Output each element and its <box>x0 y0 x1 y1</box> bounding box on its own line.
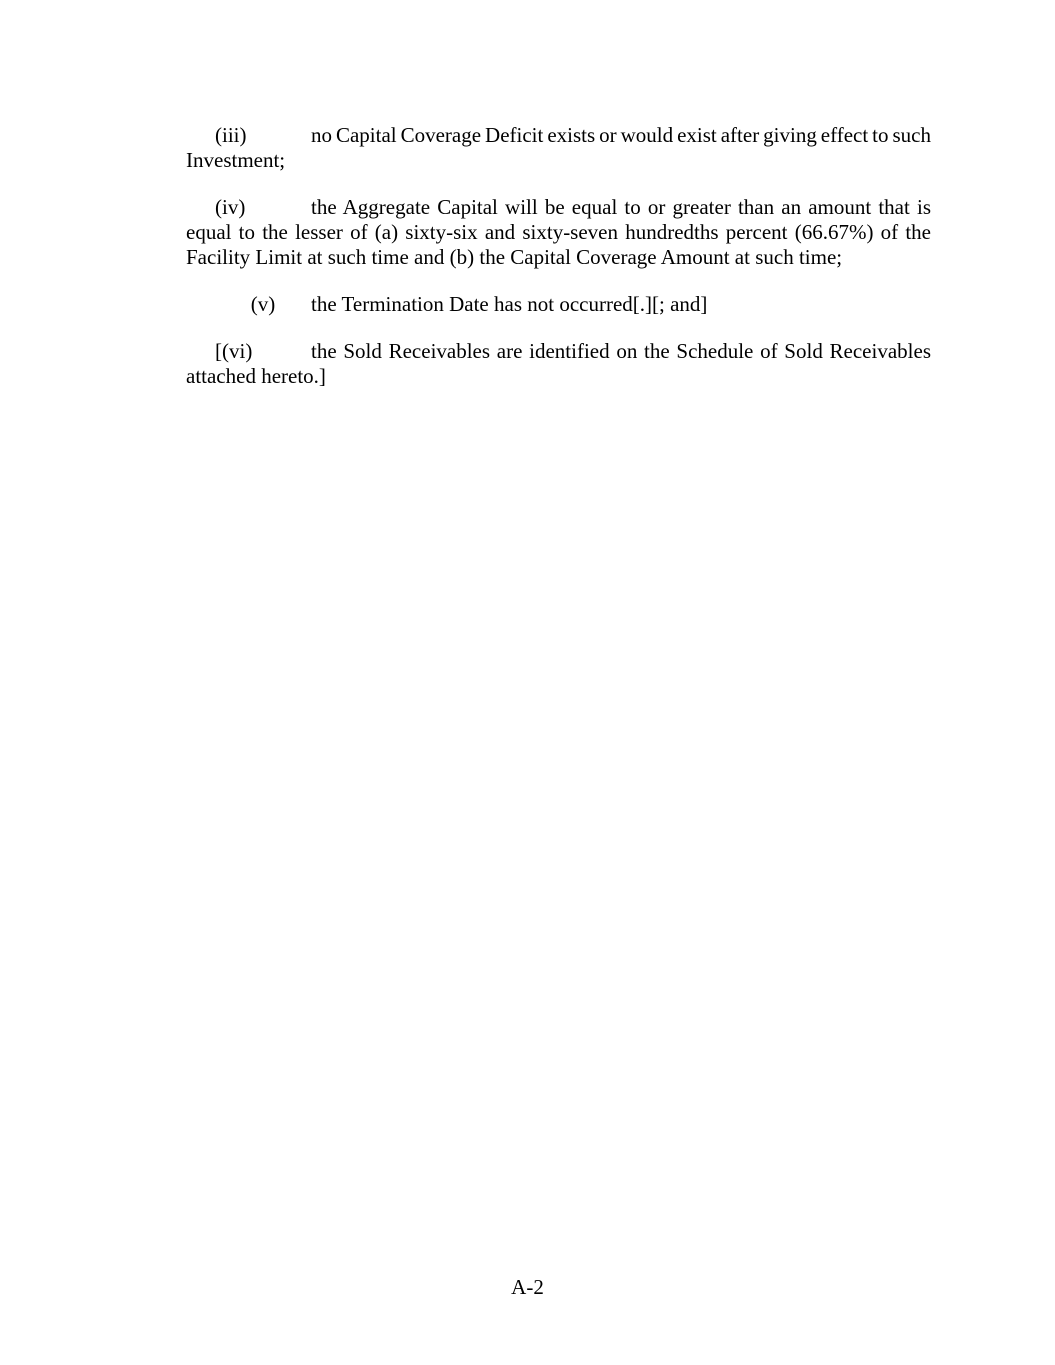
document-body <box>186 123 931 411</box>
text-line <box>186 292 931 317</box>
text-line: attached hereto.] <box>186 364 326 388</box>
clause-paragraph <box>186 339 931 389</box>
clause-text: the Sold Receivables are identified on the Schedule of Sold Receivables <box>311 339 931 363</box>
text-line: equal to the lesser of (a) sixty-six and sixty-seven hundredths percent (66.67%) of the <box>186 220 931 244</box>
clause-number: (iv) <box>215 195 246 219</box>
text-line: Facility Limit at such time and (b) the Capital Coverage Amount at such time; <box>186 245 843 269</box>
page-footer <box>0 1275 1055 1300</box>
clause-text: the Termination Date has not occurred[.][; and] <box>311 292 708 316</box>
clause-paragraph <box>186 292 931 317</box>
clause-paragraph <box>186 123 931 173</box>
text-line: Investment; <box>186 148 286 172</box>
clause-number: (v) <box>250 292 276 316</box>
text-line <box>186 195 931 220</box>
text-line <box>186 339 931 364</box>
clause-number: [(vi) <box>215 339 253 363</box>
clause-number: (iii) <box>215 123 247 147</box>
page-number: A-2 <box>511 1275 544 1299</box>
text-line <box>186 123 931 148</box>
clause-paragraph <box>186 195 931 270</box>
clause-text: the Aggregate Capital will be equal to or greater than an amount that is <box>311 195 931 219</box>
clause-text: no Capital Coverage Deficit exists or would exist after giving effect to such <box>311 123 931 147</box>
